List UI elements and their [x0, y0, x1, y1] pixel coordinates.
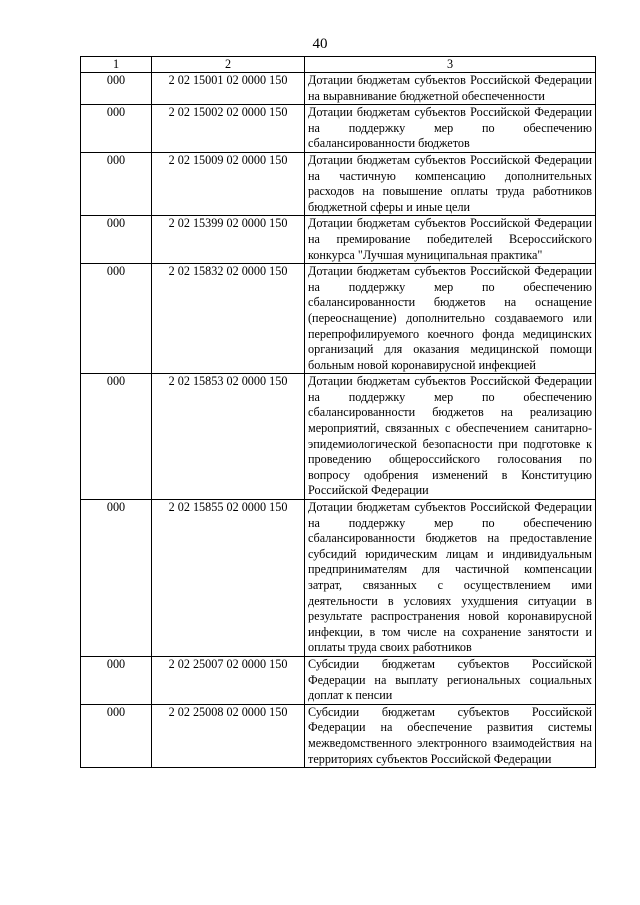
table-row: [81, 656, 596, 704]
table-row: [81, 264, 596, 374]
column-number-3: 3: [305, 57, 596, 73]
admin-code-cell: 000: [81, 152, 152, 215]
description-cell: Дотации бюджетам субъектов Российской Федерации на премирование победителей Всероссийского конкурса "Лучшая муниципальная практика": [305, 216, 596, 264]
kbk-code-cell: 2 02 15853 02 0000 150: [152, 374, 305, 500]
page-number: 40: [312, 36, 328, 52]
admin-code-cell: 000: [81, 500, 152, 657]
admin-code-cell: 000: [81, 73, 152, 105]
admin-code-cell: 000: [81, 105, 152, 153]
kbk-code-cell: 2 02 15002 02 0000 150: [152, 105, 305, 153]
admin-code-cell: 000: [81, 704, 152, 767]
kbk-code-cell: 2 02 15009 02 0000 150: [152, 152, 305, 215]
description-cell: Субсидии бюджетам субъектов Российской Федерации на обеспечение развития системы межведомственного электронного взаимодействия на территориях субъектов Российской Федерации: [305, 704, 596, 767]
table-row: [81, 152, 596, 215]
table-row: [81, 105, 596, 153]
description-cell: Дотации бюджетам субъектов Российской Федерации на поддержку мер по обеспечению сбалансированности бюджетов на оснащение (переоснащение) дополнительно создаваемого или перепрофилируемого коечного фонда медицинских организаций для оказания медицинской помощи больным новой коронавирусной инфекцией: [305, 264, 596, 374]
table-header-row: [81, 57, 596, 73]
table-row: [81, 374, 596, 500]
description-cell: Субсидии бюджетам субъектов Российской Федерации на выплату региональных социальных доплат к пенсии: [305, 656, 596, 704]
admin-code-cell: 000: [81, 374, 152, 500]
kbk-code-cell: 2 02 15001 02 0000 150: [152, 73, 305, 105]
description-cell: Дотации бюджетам субъектов Российской Федерации на поддержку мер по обеспечению сбалансированности бюджетов на предоставление субсидий юридическим лицам и индивидуальным предпринимателям для частичной компенсации затрат, связанных с осуществлением ими деятельности в условиях ухудшения ситуации в результате распространения новой коронавирусной инфекции, в том числе на сохранение занятости и оплаты труда своих работников: [305, 500, 596, 657]
table-row: [81, 704, 596, 767]
kbk-code-cell: 2 02 25008 02 0000 150: [152, 704, 305, 767]
kbk-code-cell: 2 02 15832 02 0000 150: [152, 264, 305, 374]
kbk-code-cell: 2 02 25007 02 0000 150: [152, 656, 305, 704]
table-row: [81, 73, 596, 105]
admin-code-cell: 000: [81, 216, 152, 264]
column-number-2: 2: [152, 57, 305, 73]
column-number-1: 1: [81, 57, 152, 73]
admin-code-cell: 000: [81, 264, 152, 374]
budget-codes-table: [80, 56, 596, 768]
description-cell: Дотации бюджетам субъектов Российской Федерации на частичную компенсацию дополнительных расходов на повышение оплаты труда работников бюджетной сферы и иные цели: [305, 152, 596, 215]
table-row: [81, 216, 596, 264]
description-cell: Дотации бюджетам субъектов Российской Федерации на выравнивание бюджетной обеспеченности: [305, 73, 596, 105]
description-cell: Дотации бюджетам субъектов Российской Федерации на поддержку мер по обеспечению сбалансированности бюджетов на реализацию мероприятий, связанных с обеспечением санитарно-эпидемиологической безопасности при подготовке к проведению общероссийского голосования по вопросу одобрения изменений в Конституцию Российской Федерации: [305, 374, 596, 500]
kbk-code-cell: 2 02 15855 02 0000 150: [152, 500, 305, 657]
admin-code-cell: 000: [81, 656, 152, 704]
table-row: [81, 500, 596, 657]
kbk-code-cell: 2 02 15399 02 0000 150: [152, 216, 305, 264]
description-cell: Дотации бюджетам субъектов Российской Федерации на поддержку мер по обеспечению сбалансированности бюджетов: [305, 105, 596, 153]
